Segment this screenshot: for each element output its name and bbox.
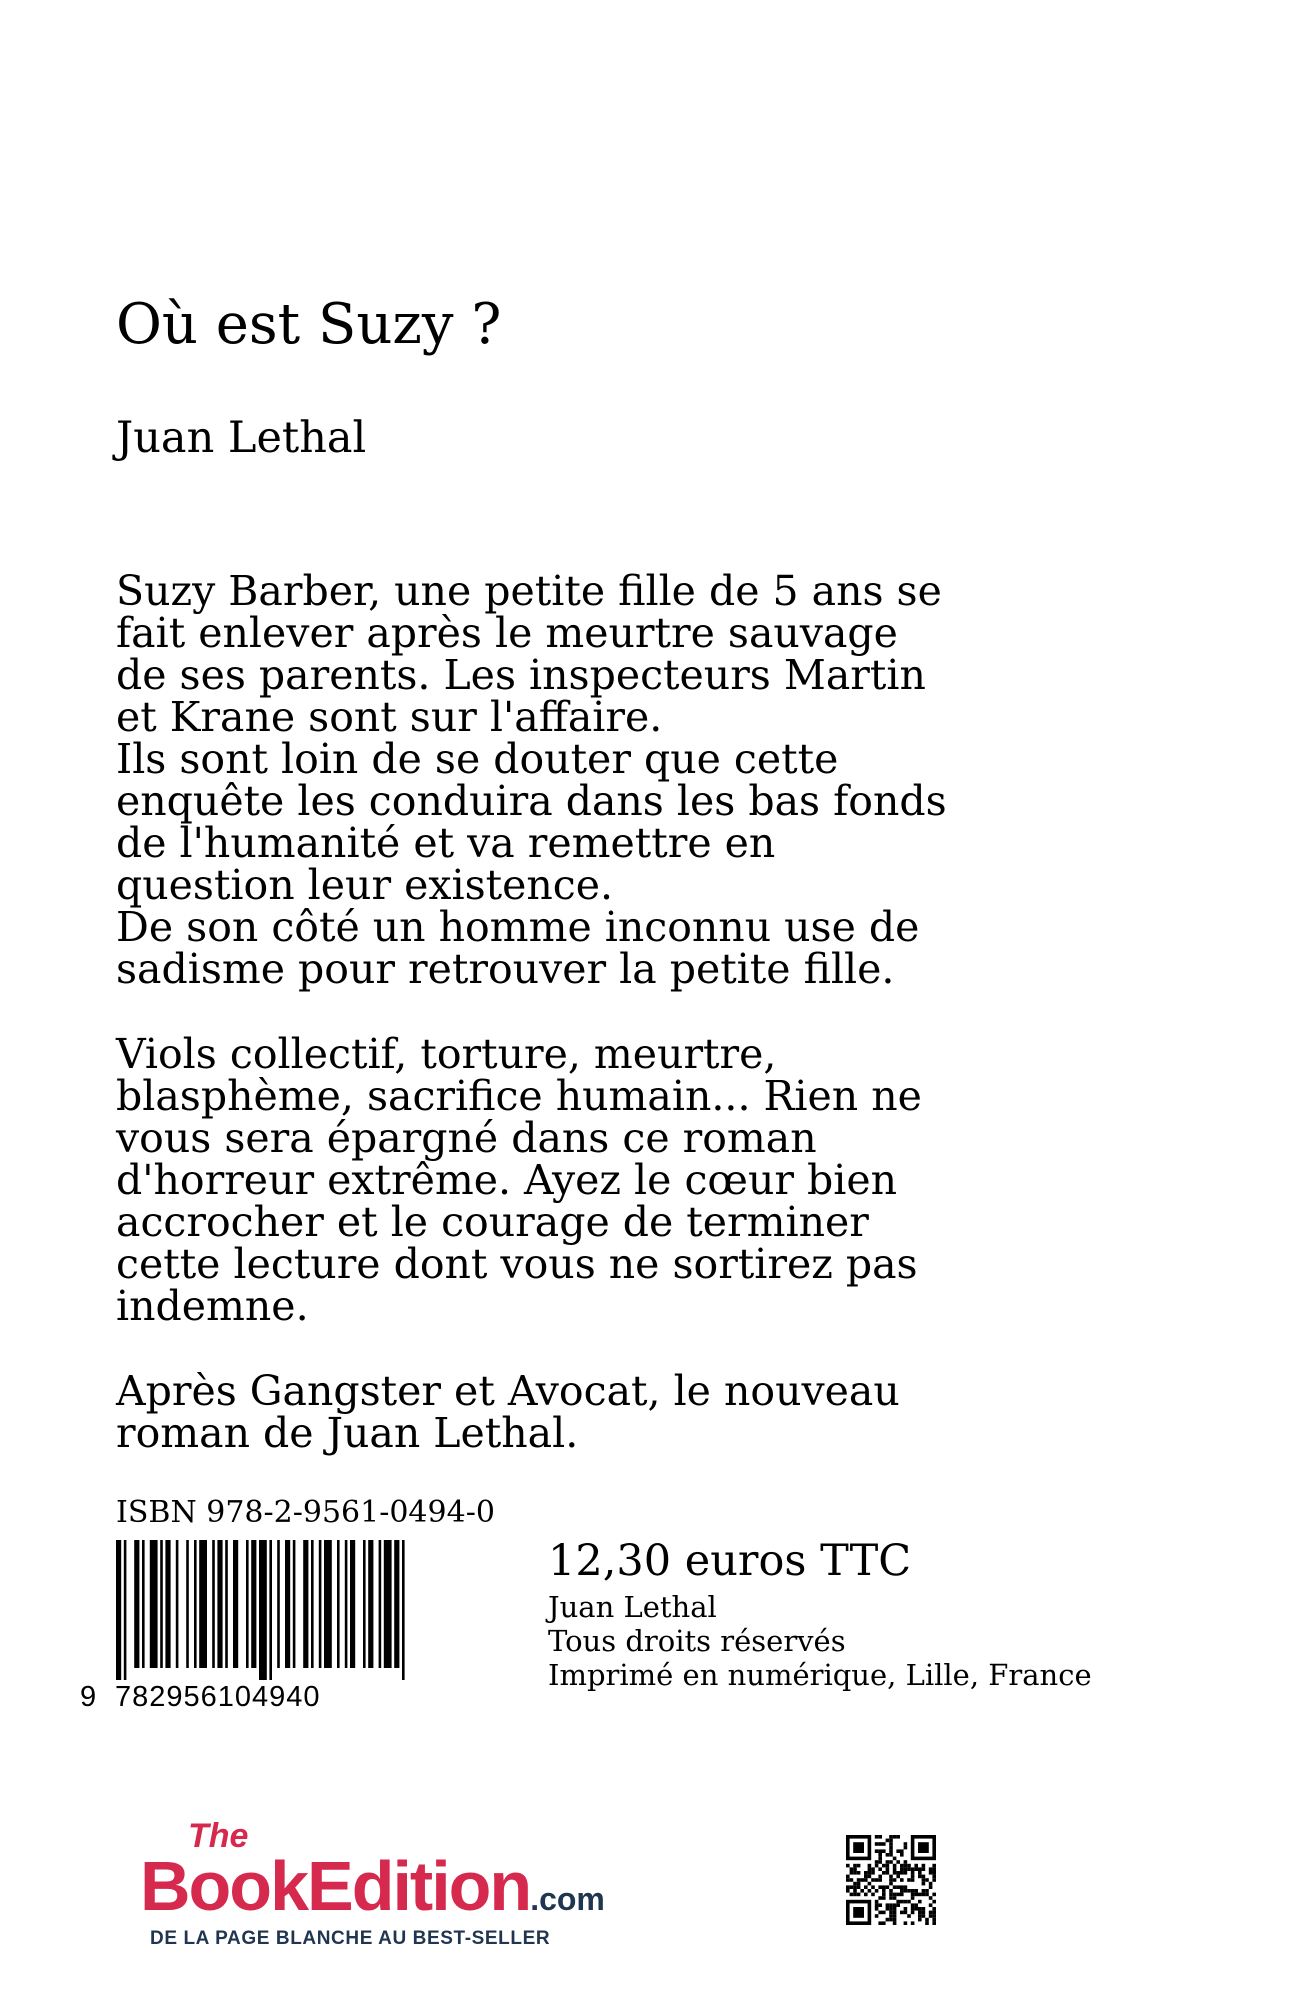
qr-module xyxy=(911,1921,915,1925)
qr-module xyxy=(900,1885,904,1889)
qr-module xyxy=(878,1875,882,1879)
qr-module xyxy=(922,1911,926,1915)
qr-module xyxy=(893,1871,897,1875)
qr-module xyxy=(900,1893,904,1897)
qr-module xyxy=(893,1867,897,1871)
qr-module xyxy=(850,1878,854,1882)
qr-module xyxy=(900,1878,904,1882)
qr-module xyxy=(878,1911,882,1915)
qr-module xyxy=(882,1911,886,1915)
blurb-line: De son côté un homme inconnu use de xyxy=(116,903,920,951)
qr-module xyxy=(929,1903,933,1907)
barcode-bar xyxy=(134,1540,139,1668)
qr-module xyxy=(911,1875,915,1879)
qr-module xyxy=(922,1914,926,1918)
qr-module xyxy=(875,1903,879,1907)
qr-module xyxy=(882,1871,886,1875)
qr-module xyxy=(911,1896,915,1900)
qr-module xyxy=(886,1864,890,1868)
qr-module xyxy=(886,1853,890,1857)
qr-module xyxy=(871,1885,875,1889)
qr-module xyxy=(893,1893,897,1897)
qr-module xyxy=(886,1860,890,1864)
qr-module xyxy=(853,1907,864,1918)
qr-module xyxy=(875,1907,879,1911)
qr-module xyxy=(875,1900,879,1904)
blurb-line: fait enlever après le meurtre sauvage xyxy=(116,609,898,657)
qr-module xyxy=(922,1889,926,1893)
logo-word-main: BookEdition xyxy=(140,1847,531,1925)
logo-the: The xyxy=(188,1817,249,1855)
qr-module xyxy=(893,1903,897,1907)
qr-module xyxy=(846,1864,850,1868)
barcode-bar xyxy=(303,1540,308,1668)
qr-module xyxy=(853,1889,857,1893)
qr-module xyxy=(850,1893,854,1897)
qr-module xyxy=(889,1849,893,1853)
logo-tagline: DE LA PAGE BLANCHE AU BEST-SELLER xyxy=(150,1928,551,1949)
barcode-bar xyxy=(194,1540,197,1668)
qr-module xyxy=(889,1842,893,1846)
qr-module xyxy=(911,1867,915,1871)
qr-module xyxy=(907,1900,911,1904)
qr-module xyxy=(878,1878,882,1882)
blurb-line: enquête les conduira dans les bas fonds xyxy=(116,777,947,825)
qr-module xyxy=(914,1867,918,1871)
qr-module xyxy=(911,1903,915,1907)
qr-module xyxy=(896,1849,900,1853)
qr-module xyxy=(907,1914,911,1918)
qr-module xyxy=(918,1867,922,1871)
barcode-bar xyxy=(217,1540,222,1668)
qr-module xyxy=(918,1911,922,1915)
qr-module xyxy=(889,1875,893,1879)
barcode-bar xyxy=(233,1540,238,1668)
qr-module xyxy=(918,1875,922,1879)
qr-module xyxy=(853,1893,857,1897)
qr-module xyxy=(925,1878,929,1882)
barcode-bar xyxy=(225,1540,228,1668)
qr-module xyxy=(932,1907,936,1911)
qr-module xyxy=(878,1860,882,1864)
qr-module xyxy=(860,1878,864,1882)
qr-module xyxy=(918,1918,922,1922)
bookedition-logo xyxy=(140,1818,740,1958)
qr-module xyxy=(886,1907,890,1911)
qr-module xyxy=(871,1893,875,1897)
qr-module xyxy=(904,1867,908,1871)
qr-module xyxy=(875,1878,879,1882)
qr-module xyxy=(904,1842,908,1846)
blurb-line: Ils sont loin de se douter que cette xyxy=(116,735,839,783)
qr-module xyxy=(889,1914,893,1918)
qr-module xyxy=(868,1864,872,1868)
qr-module xyxy=(882,1893,886,1897)
blurb-line: question leur existence. xyxy=(116,861,614,909)
qr-module xyxy=(896,1860,900,1864)
qr-module xyxy=(889,1911,893,1915)
qr-module xyxy=(925,1893,929,1897)
qr-module xyxy=(918,1900,922,1904)
qr-module xyxy=(900,1867,904,1871)
book-author: Juan Lethal xyxy=(116,413,367,463)
qr-module xyxy=(896,1903,900,1907)
qr-module xyxy=(904,1889,908,1893)
barcode-bar xyxy=(368,1540,373,1668)
book-title: Où est Suzy ? xyxy=(116,292,502,357)
barcode-bar xyxy=(212,1540,215,1668)
publisher-name: Juan Lethal xyxy=(548,1590,717,1624)
qr-module xyxy=(932,1914,936,1918)
qr-module xyxy=(868,1867,872,1871)
blurb-line: sadisme pour retrouver la petite fille. xyxy=(116,945,895,993)
blurb-line: Après Gangster et Avocat, le nouveau xyxy=(116,1367,900,1415)
qr-module xyxy=(904,1860,908,1864)
blurb-paragraph-2 xyxy=(116,1030,1116,1330)
qr-module xyxy=(896,1871,900,1875)
qr-module xyxy=(904,1900,908,1904)
qr-module xyxy=(864,1893,868,1897)
barcode-bar xyxy=(384,1540,392,1668)
qr-module xyxy=(878,1903,882,1907)
qr-module xyxy=(918,1871,922,1875)
qr-module xyxy=(904,1846,908,1850)
qr-module xyxy=(878,1867,882,1871)
qr-module xyxy=(922,1864,926,1868)
qr-module xyxy=(922,1893,926,1897)
qr-module xyxy=(868,1889,872,1893)
blurb-line: et Krane sont sur l'affaire. xyxy=(116,693,663,741)
barcode-bar xyxy=(160,1540,163,1668)
qr-module xyxy=(889,1896,893,1900)
barcode-bar xyxy=(124,1540,127,1680)
qr-module xyxy=(882,1864,886,1868)
qr-module xyxy=(929,1885,933,1889)
qr-module xyxy=(875,1842,879,1846)
qr-module xyxy=(900,1871,904,1875)
qr-module xyxy=(918,1842,929,1853)
barcode-bar xyxy=(251,1540,256,1668)
qr-module xyxy=(864,1885,868,1889)
qr-module xyxy=(875,1835,879,1839)
blurb-paragraph-1 xyxy=(116,567,1116,993)
qr-module xyxy=(853,1842,864,1853)
qr-module xyxy=(893,1864,897,1868)
blurb-line: roman de Juan Lethal. xyxy=(116,1409,579,1457)
qr-module xyxy=(853,1882,857,1886)
qr-module xyxy=(850,1885,854,1889)
qr-module xyxy=(853,1871,857,1875)
barcode-bar xyxy=(345,1540,348,1668)
qr-module xyxy=(904,1871,908,1875)
qr-module xyxy=(889,1839,893,1843)
barcode-bar xyxy=(246,1540,249,1668)
qr-module xyxy=(875,1864,879,1868)
qr-module xyxy=(932,1867,936,1871)
barcode-number: 782956104940 xyxy=(115,1681,321,1713)
qr-module xyxy=(922,1875,926,1879)
qr-module xyxy=(911,1871,915,1875)
price: 12,30 euros TTC xyxy=(548,1536,912,1586)
qr-module xyxy=(900,1849,904,1853)
qr-module xyxy=(904,1921,908,1925)
qr-module xyxy=(878,1896,882,1900)
qr-module xyxy=(889,1903,893,1907)
blurb-line: d'horreur extrême. Ayez le cœur bien xyxy=(116,1156,898,1204)
qr-module xyxy=(882,1885,886,1889)
blurb-line: cette lecture dont vous ne sortirez pas xyxy=(116,1240,918,1288)
blurb-line: de ses parents. Les inspecteurs Martin xyxy=(116,651,926,699)
qr-module xyxy=(900,1900,904,1904)
qr-module xyxy=(914,1907,918,1911)
barcode-bar xyxy=(199,1540,207,1668)
back-cover-blurb xyxy=(116,567,1116,1497)
qr-module xyxy=(925,1889,929,1893)
qr-module xyxy=(929,1871,933,1875)
qr-module xyxy=(853,1864,857,1868)
qr-module xyxy=(878,1885,882,1889)
qr-module xyxy=(857,1864,861,1868)
logo-wordmark xyxy=(140,1848,605,1937)
qr-module xyxy=(868,1875,872,1879)
qr-module xyxy=(896,1835,900,1839)
qr-module xyxy=(846,1875,850,1879)
qr-module xyxy=(896,1900,900,1904)
barcode-first-digit: 9 xyxy=(80,1681,98,1713)
qr-module xyxy=(853,1885,857,1889)
barcode-bar xyxy=(311,1540,314,1668)
qr-module xyxy=(871,1878,875,1882)
qr-module xyxy=(850,1867,854,1871)
qr-module xyxy=(900,1911,904,1915)
printing-notice: Imprimé en numérique, Lille, France xyxy=(548,1658,1092,1692)
qr-module xyxy=(914,1864,918,1868)
qr-module xyxy=(871,1867,875,1871)
qr-module xyxy=(904,1911,908,1915)
qr-module xyxy=(878,1835,882,1839)
qr-module xyxy=(904,1907,908,1911)
qr-module xyxy=(918,1893,922,1897)
qr-module xyxy=(932,1900,936,1904)
qr-module xyxy=(911,1878,915,1882)
qr-module xyxy=(878,1849,882,1853)
logo-word-suffix: .com xyxy=(530,1881,605,1917)
qr-module xyxy=(882,1921,886,1925)
qr-module xyxy=(857,1871,861,1875)
barcode-bar xyxy=(142,1540,145,1668)
qr-module xyxy=(925,1921,929,1925)
qr-module xyxy=(904,1864,908,1868)
qr-module xyxy=(846,1885,850,1889)
blurb-line: blasphème, sacrifice humain... Rien ne xyxy=(116,1072,922,1120)
blurb-line: Suzy Barber, une petite fille de 5 ans se xyxy=(116,567,942,615)
qr-module xyxy=(911,1911,915,1915)
qr-module xyxy=(853,1867,857,1871)
blurb-paragraph-3 xyxy=(116,1367,1116,1457)
qr-module xyxy=(857,1882,861,1886)
qr-module xyxy=(882,1849,886,1853)
qr-module xyxy=(846,1889,850,1893)
qr-module xyxy=(871,1871,875,1875)
qr-module xyxy=(886,1885,890,1889)
qr-module xyxy=(932,1864,936,1868)
qr-module xyxy=(893,1878,897,1882)
qr-code-icon xyxy=(846,1835,936,1925)
blurb-line: Viols collectif, torture, meurtre, xyxy=(116,1030,777,1078)
qr-module xyxy=(860,1889,864,1893)
qr-module xyxy=(932,1871,936,1875)
qr-module xyxy=(889,1882,893,1886)
qr-module xyxy=(907,1878,911,1882)
qr-module xyxy=(875,1860,879,1864)
barcode-bar xyxy=(259,1540,267,1680)
qr-module xyxy=(914,1893,918,1897)
isbn-label: ISBN 978-2-9561-0494-0 xyxy=(116,1495,495,1530)
qr-module xyxy=(878,1853,882,1857)
qr-module xyxy=(904,1885,908,1889)
qr-module xyxy=(907,1864,911,1868)
qr-module xyxy=(889,1878,893,1882)
qr-module xyxy=(889,1860,893,1864)
qr-module xyxy=(882,1842,886,1846)
qr-module xyxy=(911,1907,915,1911)
qr-module xyxy=(896,1893,900,1897)
barcode-bar xyxy=(402,1540,405,1680)
qr-module xyxy=(889,1918,893,1922)
qr-module xyxy=(932,1921,936,1925)
qr-module xyxy=(918,1914,922,1918)
qr-module xyxy=(857,1893,861,1897)
qr-module xyxy=(882,1896,886,1900)
qr-module xyxy=(932,1918,936,1922)
qr-module xyxy=(911,1893,915,1897)
barcode-bar xyxy=(150,1540,158,1668)
qr-module xyxy=(886,1903,890,1907)
qr-module xyxy=(900,1889,904,1893)
barcode-bar xyxy=(324,1540,332,1668)
qr-module xyxy=(878,1842,882,1846)
qr-module xyxy=(929,1914,933,1918)
qr-module xyxy=(878,1857,882,1861)
qr-module xyxy=(889,1835,893,1839)
qr-module xyxy=(929,1882,933,1886)
qr-module xyxy=(925,1918,929,1922)
barcode-bar xyxy=(176,1540,179,1668)
blurb-line: indemne. xyxy=(116,1282,309,1330)
qr-module xyxy=(932,1911,936,1915)
qr-module xyxy=(864,1878,868,1882)
barcode-bar xyxy=(379,1540,382,1668)
barcode-bar xyxy=(285,1540,290,1668)
qr-module xyxy=(878,1921,882,1925)
qr-module xyxy=(893,1885,897,1889)
barcode-bar xyxy=(337,1540,340,1668)
qr-module xyxy=(893,1907,897,1911)
qr-module xyxy=(846,1878,850,1882)
barcode-bar xyxy=(350,1540,355,1668)
qr-module xyxy=(889,1846,893,1850)
qr-module xyxy=(875,1914,879,1918)
qr-module xyxy=(893,1918,897,1922)
qr-module xyxy=(875,1889,879,1893)
qr-module xyxy=(896,1875,900,1879)
barcode-bar xyxy=(186,1540,189,1668)
qr-module xyxy=(893,1896,897,1900)
qr-module xyxy=(900,1853,904,1857)
qr-module xyxy=(875,1849,879,1853)
barcode-bar xyxy=(269,1540,272,1680)
qr-module xyxy=(922,1878,926,1882)
qr-module xyxy=(922,1907,926,1911)
qr-module xyxy=(893,1914,897,1918)
qr-module xyxy=(922,1867,926,1871)
blurb-line: accrocher et le courage de terminer xyxy=(116,1198,869,1246)
qr-module xyxy=(886,1839,890,1843)
rights-notice: Tous droits réservés xyxy=(548,1624,846,1658)
barcode-bar xyxy=(277,1540,280,1668)
qr-module xyxy=(850,1871,854,1875)
qr-module xyxy=(914,1903,918,1907)
qr-module xyxy=(929,1911,933,1915)
qr-module xyxy=(932,1878,936,1882)
barcode-bar xyxy=(165,1540,170,1668)
qr-module xyxy=(864,1875,868,1879)
barcode xyxy=(116,1540,480,1680)
qr-module xyxy=(932,1875,936,1879)
qr-module xyxy=(893,1835,897,1839)
qr-module xyxy=(889,1907,893,1911)
blurb-line: vous sera épargné dans ce roman xyxy=(116,1114,817,1162)
qr-module xyxy=(886,1871,890,1875)
qr-module xyxy=(911,1889,915,1893)
barcode-bar xyxy=(394,1540,399,1668)
qr-module xyxy=(893,1911,897,1915)
qr-module xyxy=(932,1893,936,1897)
qr-module xyxy=(868,1871,872,1875)
qr-module xyxy=(907,1889,911,1893)
qr-module xyxy=(857,1885,861,1889)
qr-module xyxy=(889,1853,893,1857)
qr-module xyxy=(893,1857,897,1861)
qr-module xyxy=(896,1885,900,1889)
barcode-bar xyxy=(363,1540,366,1668)
barcode-bar xyxy=(293,1540,296,1668)
qr-module xyxy=(857,1878,861,1882)
qr-module xyxy=(918,1907,922,1911)
blurb-line: de l'humanité et va remettre en xyxy=(116,819,776,867)
qr-module xyxy=(882,1889,886,1893)
qr-module xyxy=(914,1889,918,1893)
qr-module xyxy=(886,1918,890,1922)
qr-module xyxy=(889,1889,893,1893)
qr-module xyxy=(868,1882,872,1886)
publication-info xyxy=(548,1590,1092,1692)
qr-module xyxy=(922,1882,926,1886)
qr-module xyxy=(893,1921,897,1925)
qr-module xyxy=(929,1867,933,1871)
qr-module xyxy=(907,1867,911,1871)
barcode-bar xyxy=(116,1540,121,1680)
qr-module xyxy=(900,1864,904,1868)
qr-module xyxy=(864,1871,868,1875)
qr-module xyxy=(886,1867,890,1871)
qr-module xyxy=(929,1896,933,1900)
qr-module xyxy=(889,1893,893,1897)
barcode-bar xyxy=(319,1540,322,1668)
